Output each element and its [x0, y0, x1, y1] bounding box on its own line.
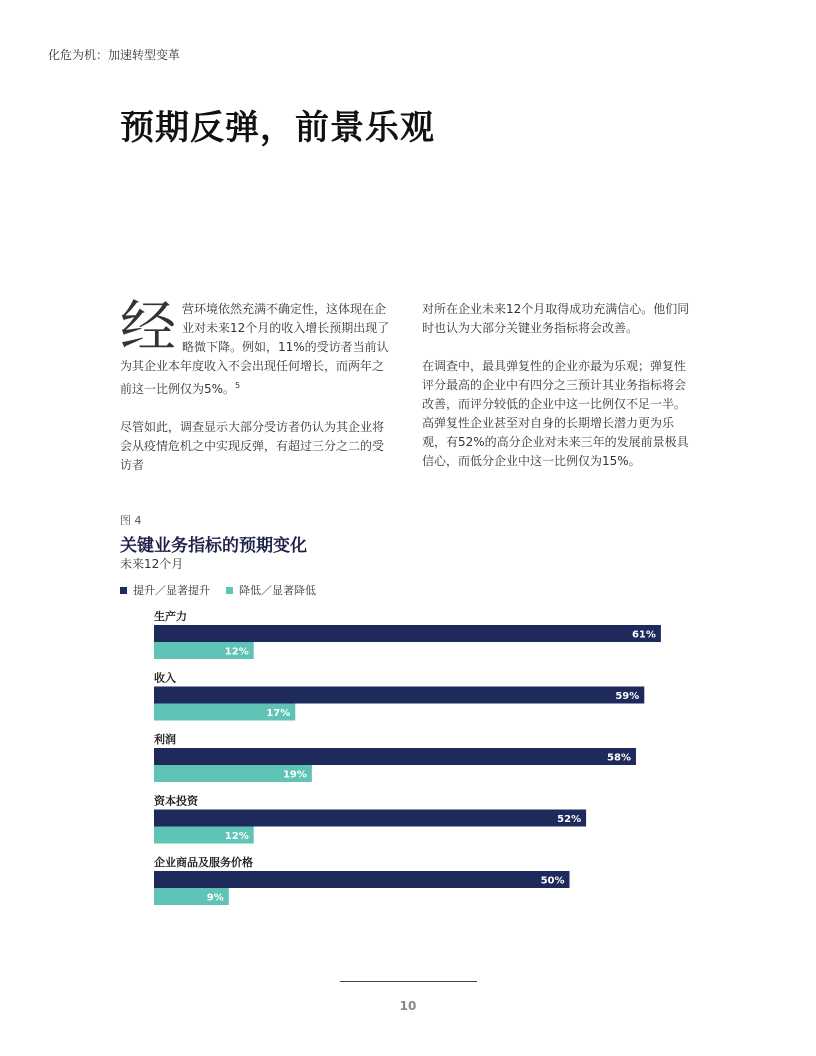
bar-increase: [154, 748, 636, 765]
footnote-ref[interactable]: 5: [235, 381, 241, 390]
category-label: 收入: [154, 671, 176, 685]
body-paragraph: 对所在企业未来12个月取得成功充满信心。他们同时也认为大部分关键业务指标将会改善。: [422, 302, 690, 335]
category-label: 利润: [154, 733, 176, 746]
body-paragraph: 尽管如此，调查显示大部分受访者仍认为其企业将会从疫情危机之中实现反弹，有超过三分之二的受访者: [120, 420, 385, 472]
bar-increase: [154, 687, 644, 704]
bar-increase: [154, 810, 586, 827]
legend-label: 降低／显著降低: [239, 584, 316, 597]
figure-subtitle: 未来12个月: [120, 557, 184, 571]
data-label: 19%: [282, 769, 307, 781]
page-number: 10: [399, 999, 417, 1013]
paragraph-text: 营环境依然充满不确定性，这体现在企业对未来12个月的收入增长预期出现了略微下降。例如，11%的受访者当前认为其企业本年度收入不会出现任何增长，而两年之前这一比例仅为5%。: [120, 302, 390, 396]
category-label: 生产力: [154, 610, 187, 623]
category-label: 企业商品及服务价格: [154, 856, 253, 869]
data-label: 52%: [557, 814, 582, 825]
figure-label: 图 4: [120, 514, 142, 527]
body-paragraph: 在调查中，最具弹复性的企业亦最为乐观；弹复性评分最高的企业中有四分之三预计其业务指标将会改善，而评分较低的企业中这一比例仅不足一半。高弹复性企业甚至对自身的长期增长潜力更为乐观，有52%的高分企业对未来三年的发展前景极具信心，而低分企业中这一比例仅为15%。: [422, 359, 689, 468]
drop-cap: 经: [120, 295, 176, 360]
data-label: 12%: [224, 831, 249, 842]
footer-rule: [340, 981, 477, 982]
data-label: 50%: [540, 875, 565, 887]
chart-groups: [153, 609, 661, 905]
data-label: 61%: [631, 629, 656, 641]
figure-title: 关键业务指标的预期变化: [120, 536, 307, 556]
data-label: 12%: [224, 646, 249, 658]
bar-increase: [154, 871, 570, 888]
running-header: 化危为机：加速转型变革: [48, 48, 181, 62]
bar-increase: [154, 625, 661, 642]
category-label: 资本投资: [154, 794, 198, 808]
data-label: 58%: [607, 752, 631, 764]
data-label: 9%: [206, 892, 224, 904]
data-label: 59%: [615, 691, 640, 702]
data-label: 17%: [266, 708, 291, 719]
page-title: 预期反弹，前景乐观: [120, 108, 435, 148]
legend-label: 提升／显著提升: [133, 584, 210, 597]
